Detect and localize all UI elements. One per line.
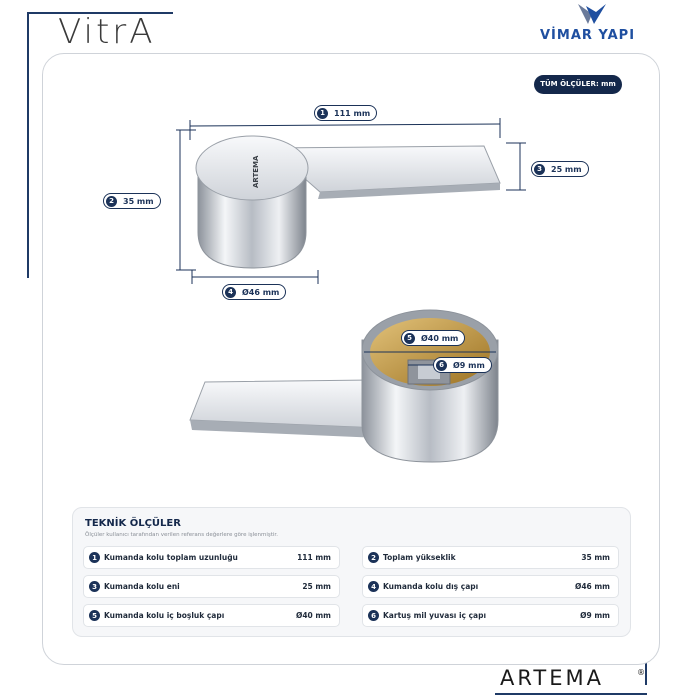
dimension-number: 4 [225,287,236,298]
handle-brand-mark: ARTEMA [252,155,260,188]
spec-label: Kumanda kolu eni [104,582,180,591]
spec-number: 5 [89,610,100,621]
spec-row [83,575,340,598]
spec-row [362,546,619,569]
dimension-label-height [103,193,161,209]
dimension-label-length [314,105,377,121]
unit-badge: TÜM ÖLÇÜLER: mm [534,75,622,94]
specs-subtitle: Ölçüler kullanıcı tarafından verilen referans değerlere göre işlenmiştir. [85,532,278,538]
spec-row [362,575,619,598]
spec-value: Ø9 mm [580,611,610,620]
dimension-value: Ø46 mm [242,287,280,297]
dimension-value: 35 mm [123,196,154,206]
spec-value: Ø40 mm [295,611,331,620]
spec-number: 1 [89,552,100,563]
spec-number: 2 [368,552,379,563]
dimension-number: 1 [317,108,328,119]
artema-logo: ARTEMA [500,666,605,690]
spec-value: Ø46 mm [574,582,610,591]
dimension-number: 5 [404,333,415,344]
dimension-number: 3 [534,164,545,175]
dimension-number: 6 [436,360,447,371]
vimar-logo-text: VİMAR YAPI [540,28,636,43]
dimension-value: 25 mm [551,164,582,174]
spec-value: 35 mm [581,553,610,562]
dimension-value: Ø40 mm [421,333,459,343]
spec-label: Kumanda kolu dış çapı [383,582,479,591]
spec-value: 111 mm [297,553,331,562]
spec-label: Kumanda kolu toplam uzunluğu [104,553,238,562]
spec-label: Kartuş mil yuvası iç çapı [383,611,487,620]
spec-label: Kumanda kolu iç boşluk çapı [104,611,225,620]
dimension-label-width [531,161,589,177]
spec-number: 3 [89,581,100,592]
spec-row [83,604,340,627]
dimension-value: 111 mm [334,108,371,118]
vitra-logo: VitrA [58,12,156,52]
spec-label: Toplam yükseklik [383,553,456,562]
spec-row [362,604,619,627]
dimension-label-inner-diameter [401,330,465,346]
specs-title: TEKNİK ÖLÇÜLER [85,518,181,529]
technical-specs-panel [72,507,631,637]
spec-value: 25 mm [302,582,331,591]
spec-number: 4 [368,581,379,592]
spec-number: 6 [368,610,379,621]
dimension-number: 2 [106,196,117,207]
dimension-label-outer-diameter [222,284,286,300]
dimension-value: Ø9 mm [453,360,485,370]
dimension-label-cartridge-diameter [433,357,492,373]
spec-row [83,546,340,569]
registered-mark: ® [637,668,645,677]
